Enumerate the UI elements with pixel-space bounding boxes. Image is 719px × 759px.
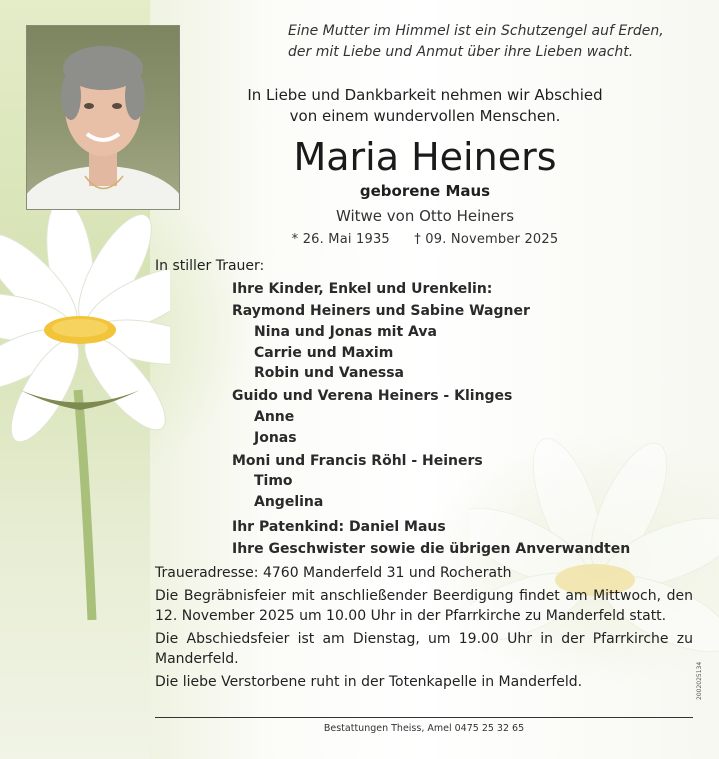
deceased-name: Maria Heiners: [293, 135, 557, 179]
godchild: Ihr Patenkind: Daniel Maus: [232, 519, 446, 535]
family-list: [232, 301, 692, 513]
funeral-details: [155, 563, 693, 694]
extra-mourners: [232, 516, 630, 560]
intro-text: [190, 85, 660, 127]
family-children: Robin und Vanessa: [254, 365, 404, 382]
family-children: Jonas: [254, 429, 297, 446]
death-date: † 09. November 2025: [414, 232, 559, 247]
maiden-name: geborene Maus: [359, 182, 491, 200]
quote-line: der mit Liebe und Anmut über ihre Lieben wacht.: [288, 44, 634, 60]
family-children: Carrie und Maxim: [254, 344, 394, 361]
quote-line: Eine Mutter im Himmel ist ein Schutzengel auf Erden,: [288, 23, 664, 39]
family-parents: Moni und Francis Röhl - Heiners: [232, 452, 483, 469]
birth-date: * 26. Mai 1935: [291, 232, 390, 247]
intro-line: von einem wundervollen Menschen.: [289, 107, 561, 125]
funeral-info: Die Begräbnisfeier mit anschließender Beerdigung findet am Mittwoch, den 12. November 2025 um 10.00 Uhr in der Pfarrkirche zu Manderfeld statt.: [155, 587, 693, 624]
family-children: Timo: [254, 473, 293, 490]
mourning-address: Traueradresse: 4760 Manderfeld 31 und Rocherath: [155, 565, 512, 581]
widow-of: Witwe von Otto Heiners: [335, 207, 515, 225]
life-dates: [200, 231, 650, 249]
divider: [155, 717, 693, 718]
side-code: 2002025134: [696, 661, 703, 700]
family-children: Angelina: [254, 494, 324, 511]
resting-place: Die liebe Verstorbene ruht in der Totenkapelle in Manderfeld.: [155, 673, 583, 690]
family-group-label: Ihre Kinder, Enkel und Urenkelin:: [232, 281, 493, 297]
funeral-home: Bestattungen Theiss, Amel 0475 25 32 65: [323, 723, 525, 734]
farewell-info: Die Abschiedsfeier ist am Dienstag, um 19.00 Uhr in der Pfarrkirche zu Manderfeld.: [155, 630, 693, 667]
family-parents: Guido und Verena Heiners - Klinges: [232, 388, 513, 405]
family-children: Anne: [254, 408, 295, 425]
family-parents: Raymond Heiners und Sabine Wagner: [232, 303, 530, 319]
siblings: Ihre Geschwister sowie die übrigen Anverwandten: [232, 541, 631, 557]
intro-line: In Liebe und Dankbarkeit nehmen wir Abschied: [247, 86, 603, 104]
quote: [288, 21, 688, 63]
family-children: Nina und Jonas mit Ava: [254, 323, 437, 340]
mourning-label: In stiller Trauer:: [155, 258, 265, 274]
